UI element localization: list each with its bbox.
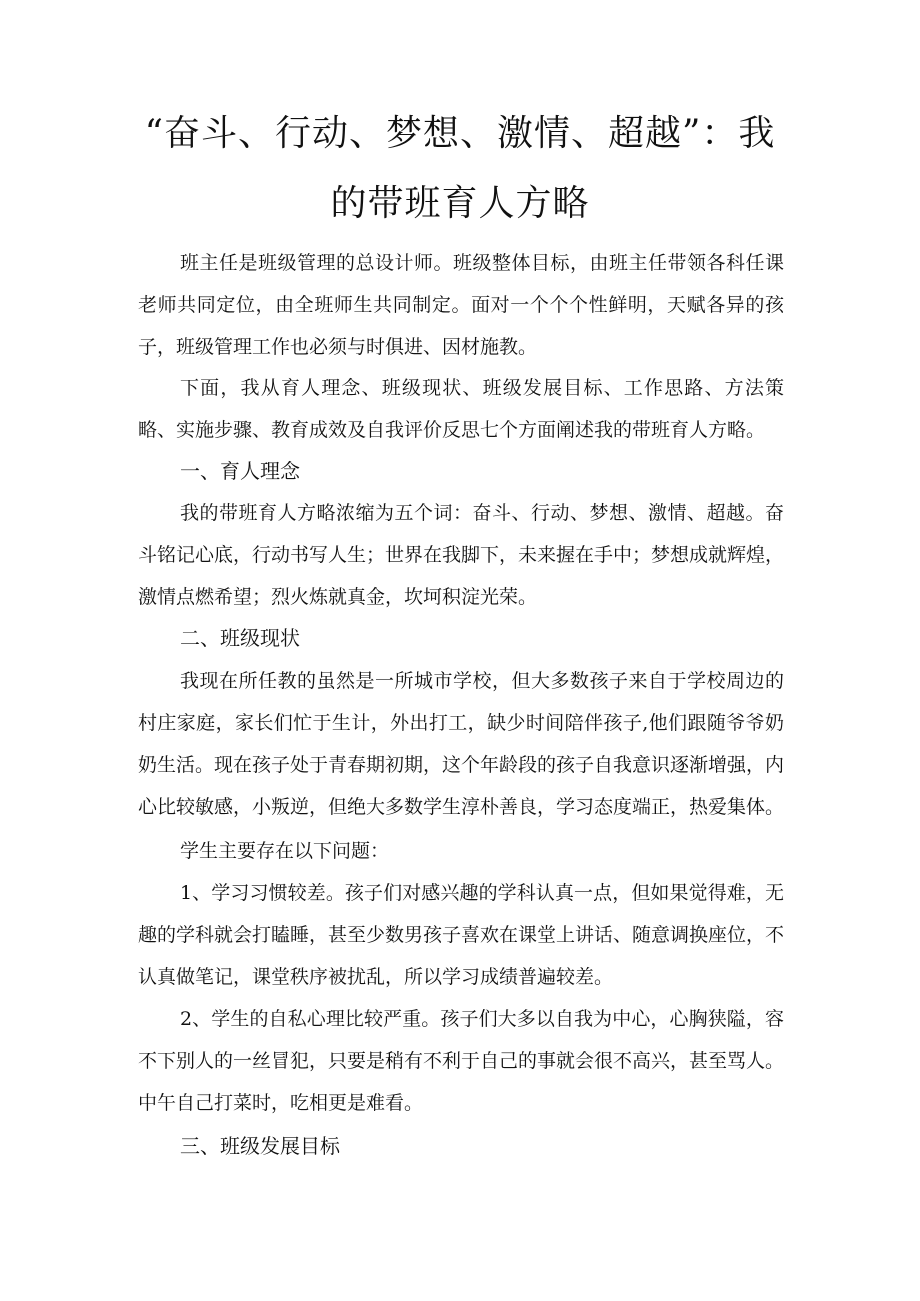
intro-paragraph-1: 班主任是班级管理的总设计师。班级整体目标，由班主任带领各科任课老师共同定位，由全班师生共同制定。面对一个个个性鲜明，天赋各异的孩子，班级管理工作也必须与时俱进、因材施教。 bbox=[138, 252, 784, 358]
section-heading-2: 二、班级现状 bbox=[180, 626, 300, 650]
document-title-line-2: 的带班育人方略 bbox=[330, 183, 590, 224]
section-2-paragraph-4: 2、学生的自私心理比较严重。孩子们大多以自我为中心，心胸狭隘，容不下别人的一丝冒犯，只要是稍有不利于自己的事就会很不高兴，甚至骂人。中午自己打菜时，吃相更是难看。 bbox=[138, 1008, 785, 1114]
intro-paragraph-2: 下面，我从育人理念、班级现状、班级发展目标、工作思路、方法策略、实施步骤、教育成效及自我评价反思七个方面阐述我的带班育人方略。 bbox=[138, 377, 784, 441]
section-heading-1: 一、育人理念 bbox=[180, 459, 300, 483]
document-title-line-1: “奋斗、行动、梦想、激情、超越”：我 bbox=[144, 113, 776, 154]
section-1-paragraph-1: 我的带班育人方略浓缩为五个词：奋斗、行动、梦想、激情、超越。奋斗铭记心底，行动书写人生；世界在我脚下，未来握在手中；梦想成就辉煌，激情点燃希望；烈火炼就真金，坎坷积淀光荣。 bbox=[138, 502, 785, 608]
section-2-paragraph-3: 1、学习习惯较差。孩子们对感兴趣的学科认真一点，但如果觉得难，无趣的学科就会打瞌睡，甚至少数男孩子喜欢在课堂上讲话、随意调换座位，不认真做笔记，课堂秩序被扰乱，所以学习成绩普遍较差。 bbox=[138, 882, 785, 988]
section-2-paragraph-1: 我现在所任教的虽然是一所城市学校，但大多数孩子来自于学校周边的村庄家庭，家长们忙于生计，外出打工，缺少时间陪伴孩子,他们跟随爷爷奶奶生活。现在孩子处于青春期初期，这个年龄段的孩子自我意识逐渐增强，内心比较敏感，小叛逆，但绝大多数学生淳朴善良，学习态度端正，热爱集体。 bbox=[138, 670, 785, 818]
section-2-paragraph-2: 学生主要存在以下问题： bbox=[180, 840, 390, 862]
section-heading-3: 三、班级发展目标 bbox=[180, 1134, 340, 1158]
